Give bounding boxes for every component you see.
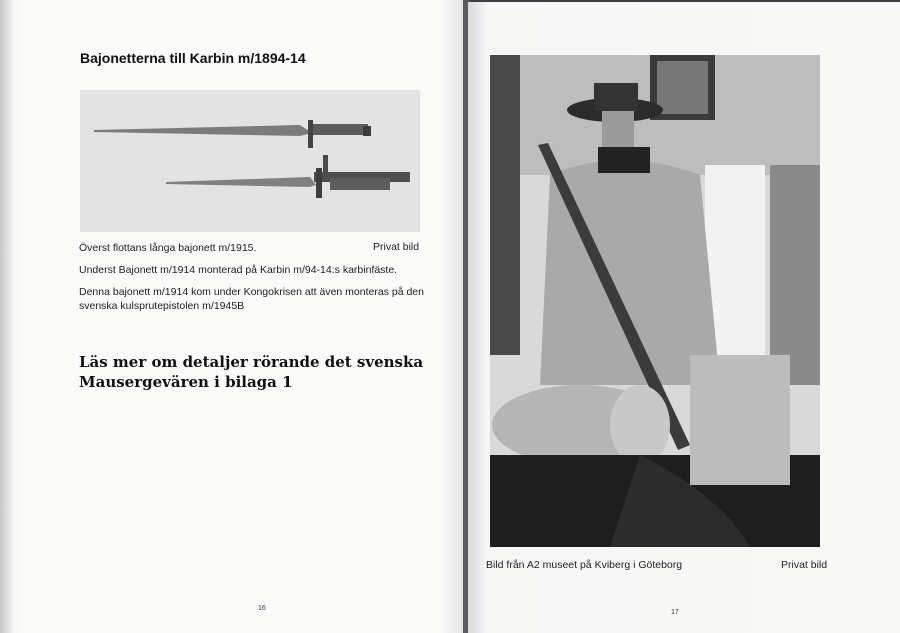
caption-kongo: Denna bajonett m/1914 kom under Kongokrisen att även monteras på den svenska kulsprutepistolen m/1945B: [79, 286, 424, 312]
museum-photo: [490, 55, 820, 547]
bayonet-photo: [80, 90, 420, 232]
caption-bottom-bayonet: Underst Bajonett m/1914 monterad på Karbin m/94-14:s karbinfäste.: [79, 264, 398, 276]
museum-caption: Bild från A2 museet på Kviberg i Göteborg: [486, 559, 683, 571]
mounted-soldier-illustration: [490, 55, 820, 547]
read-more-note: Läs mer om detaljer rörande det svenska Mausergevären i bilaga 1: [79, 353, 424, 391]
page-number-left: 16: [258, 605, 266, 612]
page-number-right: 17: [671, 609, 679, 616]
bayonet-illustration: [80, 90, 420, 232]
caption-top-bayonet: Överst flottans långa bajonett m/1915.: [79, 242, 257, 254]
photo-credit-right: Privat bild: [781, 559, 828, 571]
photo-credit-left: Privat bild: [373, 241, 420, 253]
section-heading: Bajonetterna till Karbin m/1894-14: [80, 50, 306, 66]
page-edge: [0, 0, 12, 633]
